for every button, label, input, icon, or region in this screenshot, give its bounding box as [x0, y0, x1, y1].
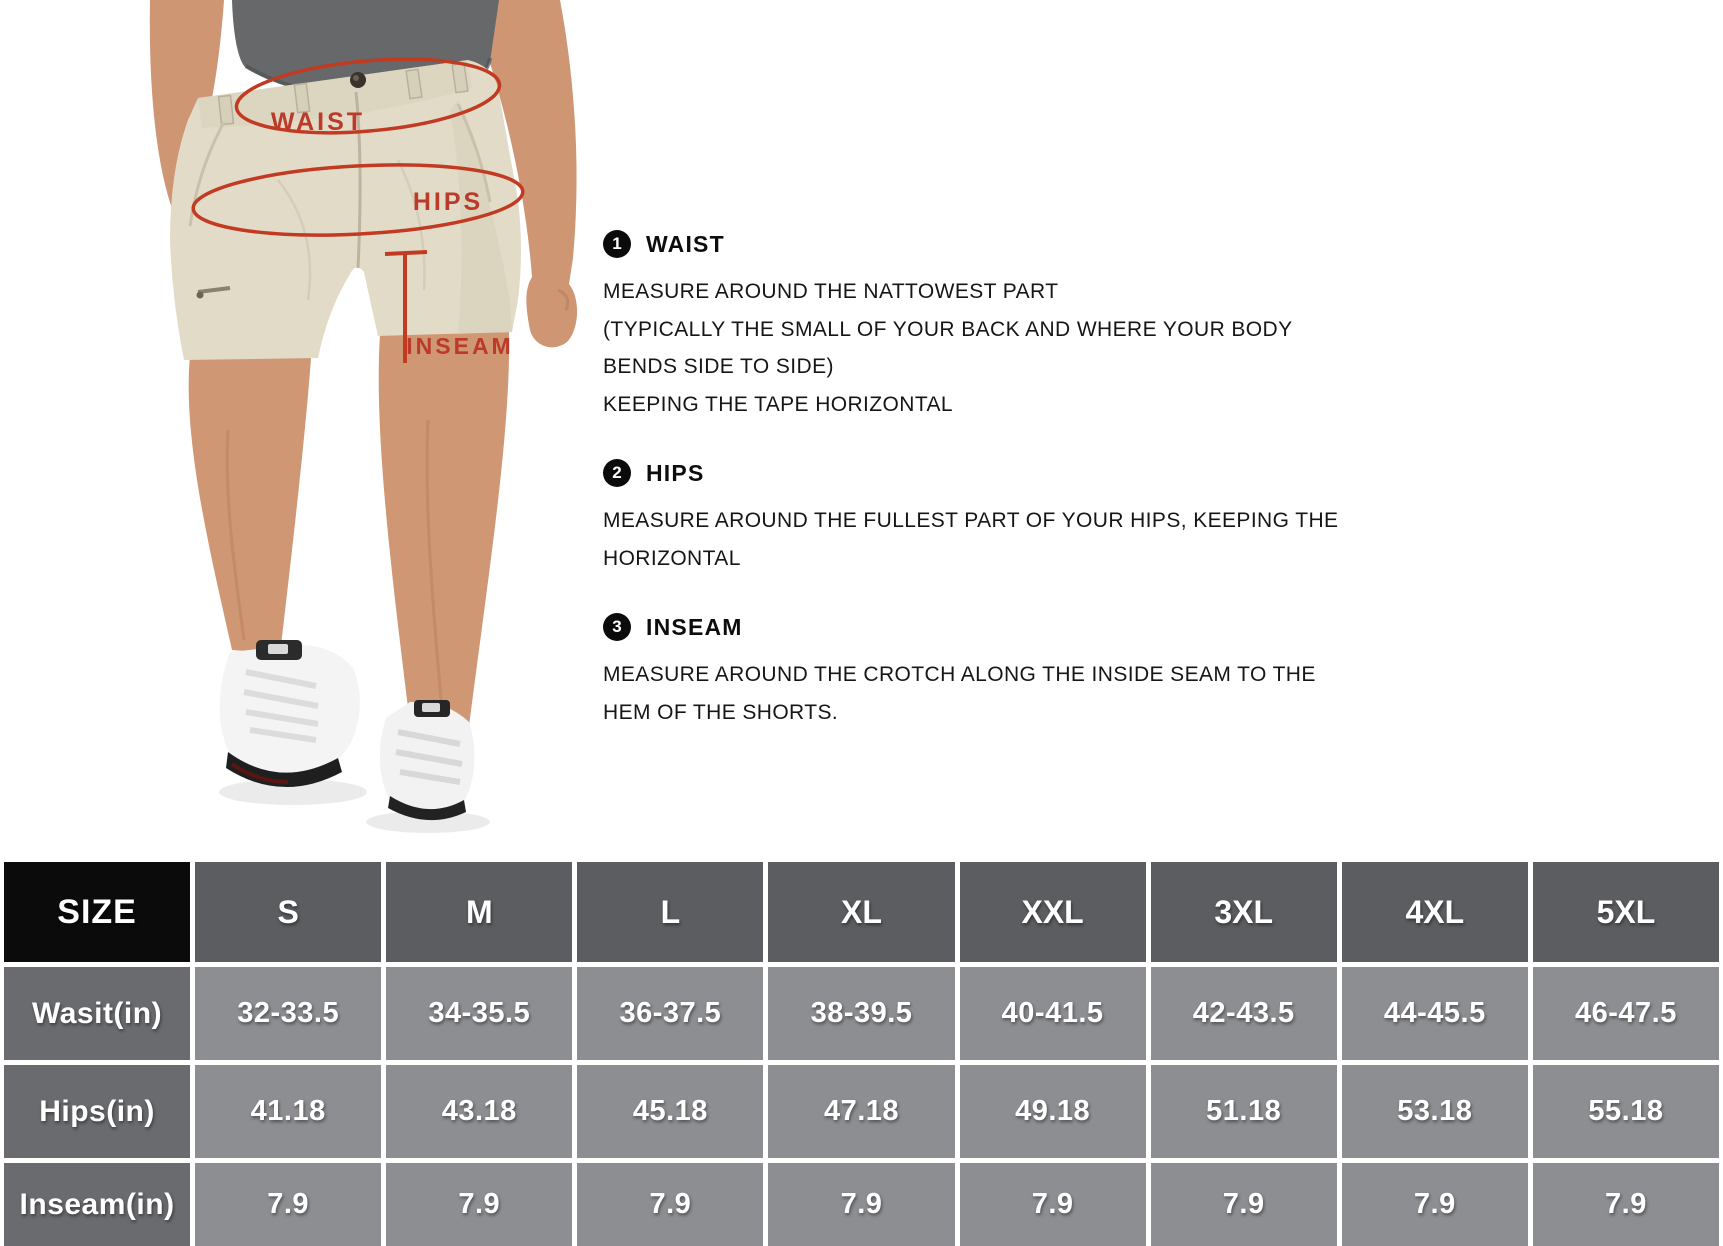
inseam-figure-label: INSEAM: [406, 333, 514, 359]
instruction-inseam: [603, 607, 1393, 731]
number-2-badge: 2: [603, 459, 631, 487]
hips-row-label: Hips(in): [4, 1065, 190, 1158]
inseam-value-cell: 7.9: [1342, 1163, 1528, 1246]
model-photo: [128, 0, 598, 860]
instruction-hips: [603, 453, 1393, 577]
number-3-badge: 3: [603, 613, 631, 641]
size-col-header-4xl: 4XL: [1342, 862, 1528, 962]
waist-value-cell: 32-33.5: [195, 967, 381, 1060]
waist-value-cell: 44-45.5: [1342, 967, 1528, 1060]
instruction-line: MEASURE AROUND THE NATTOWEST PART: [603, 280, 1059, 303]
hips-value-cell: 45.18: [577, 1065, 763, 1158]
instruction-line: BENDS SIDE TO SIDE): [603, 355, 834, 378]
hips-value-cell: 47.18: [768, 1065, 954, 1158]
size-chart-table: [0, 858, 1723, 1246]
model-left-leg: [189, 356, 311, 654]
hips-value-cell: 41.18: [195, 1065, 381, 1158]
waist-figure-label: WAIST: [270, 108, 366, 136]
inseam-value-cell: 7.9: [577, 1163, 763, 1246]
instruction-hips-title: HIPS: [646, 459, 705, 486]
hips-value-cell: 51.18: [1151, 1065, 1337, 1158]
instruction-waist: [603, 224, 1393, 423]
instruction-line: HEM OF THE SHORTS.: [603, 700, 839, 724]
size-col-header-5xl: 5XL: [1533, 862, 1719, 962]
hips-value-cell: 43.18: [386, 1065, 572, 1158]
instruction-waist-title: WAIST: [646, 230, 725, 257]
measuring-instructions: [603, 224, 1393, 761]
size-col-header-l: L: [577, 862, 763, 962]
waist-value-cell: 46-47.5: [1533, 967, 1719, 1060]
number-1-badge: 1: [603, 230, 631, 258]
hips-value-cell: 53.18: [1342, 1065, 1528, 1158]
model-left-shoe: [220, 640, 360, 787]
instruction-inseam-heading: [603, 607, 1393, 647]
size-col-header-m: M: [386, 862, 572, 962]
inseam-value-cell: 7.9: [1151, 1163, 1337, 1246]
inseam-value-cell: 7.9: [960, 1163, 1146, 1246]
inseam-row-label: Inseam(in): [4, 1163, 190, 1246]
waist-value-cell: 40-41.5: [960, 967, 1146, 1060]
model-right-leg: [379, 332, 509, 726]
inseam-value-cell: 7.9: [1533, 1163, 1719, 1246]
instruction-line: MEASURE AROUND THE FULLEST PART OF YOUR HIPS, KEEPING THE: [603, 509, 1339, 532]
instruction-line: (TYPICALLY THE SMALL OF YOUR BACK AND WHERE YOUR BODY: [603, 317, 1293, 341]
inseam-value-cell: 7.9: [195, 1163, 381, 1246]
hips-figure-label: HIPS: [412, 188, 484, 216]
inseam-value-cell: 7.9: [386, 1163, 572, 1246]
model-right-shoe: [380, 700, 475, 820]
size-col-header-3xl: 3XL: [1151, 862, 1337, 962]
size-col-header-s: S: [195, 862, 381, 962]
size-col-header-xxl: XXL: [960, 862, 1146, 962]
waist-value-cell: 34-35.5: [386, 967, 572, 1060]
instruction-waist-heading: [603, 224, 1393, 264]
instruction-line: MEASURE AROUND THE CROTCH ALONG THE INSIDE SEAM TO THE: [603, 663, 1316, 686]
instruction-hips-heading: [603, 453, 1393, 493]
waist-value-cell: 42-43.5: [1151, 967, 1337, 1060]
waist-row-label: Wasit(in): [4, 967, 190, 1060]
waist-value-cell: 36-37.5: [577, 967, 763, 1060]
instruction-line: HORIZONTAL: [603, 546, 741, 570]
size-col-header-xl: XL: [768, 862, 954, 962]
hips-value-cell: 49.18: [960, 1065, 1146, 1158]
instruction-inseam-title: INSEAM: [646, 613, 743, 640]
waist-value-cell: 38-39.5: [768, 967, 954, 1060]
size-corner-header: SIZE: [4, 862, 190, 962]
hips-value-cell: 55.18: [1533, 1065, 1719, 1158]
instruction-line: KEEPING THE TAPE HORIZONTAL: [603, 392, 953, 416]
inseam-value-cell: 7.9: [768, 1163, 954, 1246]
